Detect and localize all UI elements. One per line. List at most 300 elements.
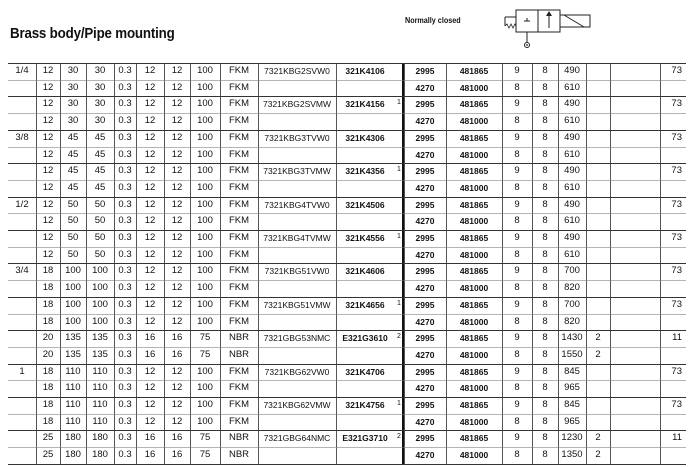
catalog-cell — [258, 280, 336, 297]
w1-cell: 9 — [514, 131, 520, 143]
c1-cell: 12 — [42, 81, 54, 93]
c1-cell: 20 — [42, 332, 54, 344]
seal-cell: FKM — [228, 215, 250, 227]
x-cell — [586, 247, 610, 264]
part-cell: 481865 — [459, 132, 489, 143]
c3-cell: 45 — [94, 131, 106, 143]
volt-cell: 2995 — [415, 66, 435, 76]
c4-cell: 0.3 — [118, 449, 132, 461]
c6-cell: 12 — [171, 282, 183, 294]
x-cell — [586, 230, 610, 247]
c1-cell: 12 — [42, 165, 54, 177]
table-row — [8, 163, 686, 180]
last-cell: 73 — [671, 198, 682, 210]
code-cell — [336, 180, 394, 197]
last-cell: 73 — [671, 365, 682, 377]
c4-cell: 0.3 — [118, 98, 132, 110]
part-cell: 481000 — [459, 82, 489, 93]
c7-cell: 100 — [197, 148, 213, 160]
last-cell: 73 — [671, 265, 682, 277]
volt-cell: 4270 — [415, 249, 435, 260]
c5-cell: 12 — [144, 382, 156, 394]
catalog-cell: 7321KBG4TVMW — [263, 233, 331, 243]
x-cell — [586, 397, 610, 414]
c6-cell: 16 — [171, 348, 183, 360]
table-row — [8, 197, 686, 214]
c2-cell: 135 — [65, 332, 81, 344]
c6-cell: 12 — [171, 198, 183, 210]
catalog-cell: 7321KBG62VMW — [263, 400, 331, 410]
w1-cell: 9 — [514, 332, 520, 344]
catalog-cell: 7321KBG2SVMW — [262, 99, 332, 110]
table-row — [8, 180, 686, 197]
volt-cell: 4270 — [415, 450, 435, 461]
table-row — [8, 330, 686, 347]
c7-cell: 100 — [197, 399, 213, 410]
last-cell — [610, 113, 686, 130]
c6-cell: 12 — [171, 65, 183, 76]
c2-cell: 100 — [65, 265, 81, 277]
table-row — [8, 147, 686, 164]
c3-cell: 100 — [92, 282, 108, 294]
w1-cell: 9 — [514, 198, 520, 210]
c4-cell: 0.3 — [118, 181, 132, 193]
c2-cell: 30 — [67, 98, 79, 110]
c5-cell: 12 — [144, 298, 156, 310]
w1-cell: 8 — [514, 215, 520, 227]
c3-cell: 30 — [94, 81, 106, 93]
seal-cell: FKM — [228, 315, 250, 327]
part-cell: 481000 — [459, 149, 489, 160]
part-cell: 481865 — [459, 333, 489, 344]
last-cell: 73 — [671, 298, 682, 310]
table-row — [8, 314, 686, 331]
c6-cell: 12 — [171, 165, 183, 177]
c1-cell: 12 — [42, 181, 54, 193]
catalog-cell — [258, 347, 336, 364]
seal-cell: FKM — [228, 148, 250, 160]
note-cell — [394, 447, 404, 464]
c3-cell: 100 — [92, 298, 108, 310]
c2-cell: 135 — [65, 348, 81, 360]
last-cell — [610, 447, 686, 464]
w1-cell: 8 — [514, 348, 520, 360]
c4-cell: 0.3 — [118, 165, 132, 177]
last-cell: 73 — [671, 131, 682, 143]
pipe-size-cell: 3/4 — [15, 265, 29, 277]
pr-cell: 965 — [564, 382, 580, 394]
last-cell: 73 — [671, 399, 682, 410]
c4-cell: 0.3 — [118, 348, 132, 360]
w1-cell: 8 — [514, 148, 520, 160]
c1-cell: 18 — [42, 265, 54, 277]
pipe-size-cell: 3/8 — [15, 131, 29, 143]
x-cell: 2 — [595, 332, 601, 344]
seal-cell: FKM — [228, 65, 250, 76]
code-cell — [336, 147, 394, 164]
w1-cell: 9 — [514, 298, 520, 310]
table-row — [8, 80, 686, 97]
part-cell: 481865 — [459, 433, 489, 444]
c1-cell: 18 — [42, 382, 54, 394]
c3-cell: 110 — [92, 415, 108, 427]
c5-cell: 12 — [144, 232, 156, 243]
x-cell — [586, 197, 610, 214]
note-cell: 2 — [397, 333, 401, 341]
pr-cell: 965 — [564, 415, 580, 427]
w2-cell: 8 — [542, 348, 548, 360]
note-cell — [394, 213, 404, 230]
pr-cell: 610 — [564, 248, 580, 260]
last-cell — [610, 347, 686, 364]
pr-cell: 610 — [564, 181, 580, 193]
pr-cell: 610 — [564, 148, 580, 160]
c2-cell: 45 — [67, 165, 79, 177]
w2-cell: 8 — [542, 131, 548, 143]
x-cell — [586, 63, 610, 80]
x-cell — [586, 380, 610, 397]
c2-cell: 45 — [67, 181, 79, 193]
c6-cell: 12 — [171, 181, 183, 193]
c2-cell: 30 — [67, 65, 79, 76]
w1-cell: 9 — [514, 265, 520, 277]
last-cell: 11 — [672, 432, 682, 444]
c5-cell: 12 — [144, 365, 156, 377]
part-cell: 481865 — [459, 366, 489, 377]
code-cell — [336, 347, 394, 364]
code-cell: 321K4556 — [345, 233, 385, 243]
c7-cell: 100 — [197, 215, 213, 227]
w2-cell: 8 — [542, 165, 548, 177]
seal-cell: NBR — [228, 449, 250, 461]
catalog-cell: 7321GBG64NMC — [263, 433, 331, 444]
c6-cell: 12 — [171, 215, 183, 227]
table-row — [8, 414, 686, 431]
c2-cell: 110 — [65, 365, 81, 377]
w2-cell: 8 — [542, 65, 548, 76]
last-cell — [610, 380, 686, 397]
w1-cell: 8 — [514, 181, 520, 193]
note-cell: 1 — [397, 166, 401, 174]
c1-cell: 18 — [42, 315, 54, 327]
c1-cell: 18 — [42, 365, 54, 377]
volt-cell: 4270 — [415, 82, 435, 93]
x-cell — [586, 147, 610, 164]
w1-cell: 9 — [514, 432, 520, 444]
c2-cell: 180 — [65, 432, 81, 444]
x-cell — [586, 163, 610, 180]
x-cell — [586, 213, 610, 230]
w2-cell: 8 — [542, 298, 548, 310]
seal-cell: FKM — [228, 181, 250, 193]
table-row — [8, 96, 686, 113]
catalog-cell: 7321KBG3TVMW — [263, 166, 331, 177]
x-cell — [586, 130, 610, 147]
table-row — [8, 213, 686, 230]
seal-cell: FKM — [228, 282, 250, 294]
c7-cell: 100 — [197, 282, 213, 294]
w2-cell: 8 — [542, 215, 548, 227]
w2-cell: 8 — [542, 415, 548, 427]
table-row-divider — [8, 464, 686, 465]
catalog-cell — [258, 380, 336, 397]
w2-cell: 8 — [542, 148, 548, 160]
part-cell: 481000 — [459, 249, 489, 260]
note-cell — [394, 314, 404, 331]
code-cell — [336, 80, 394, 97]
c1-cell: 18 — [42, 399, 54, 410]
c1-cell: 18 — [42, 415, 54, 427]
pr-cell: 610 — [564, 81, 580, 93]
last-cell — [610, 280, 686, 297]
c4-cell: 0.3 — [118, 282, 132, 294]
x-cell — [586, 297, 610, 314]
pr-cell: 490 — [564, 198, 580, 210]
w1-cell: 8 — [514, 81, 520, 93]
valve-spec-table — [8, 63, 686, 464]
pr-cell: 845 — [564, 399, 580, 410]
part-cell: 481000 — [459, 383, 489, 394]
pr-cell: 490 — [564, 232, 580, 243]
code-cell: E321G3710 — [342, 433, 388, 444]
volt-cell: 4270 — [415, 416, 435, 427]
part-cell: 481000 — [459, 316, 489, 327]
normally-closed-label: Normally closed — [405, 16, 461, 25]
c3-cell: 180 — [92, 449, 108, 461]
seal-cell: FKM — [228, 415, 250, 427]
seal-cell: FKM — [228, 265, 250, 277]
w1-cell: 8 — [514, 382, 520, 394]
note-cell: 1 — [397, 233, 401, 240]
volt-cell: 4270 — [415, 283, 435, 294]
c3-cell: 50 — [94, 215, 106, 227]
c3-cell: 30 — [94, 115, 106, 127]
c5-cell: 12 — [144, 415, 156, 427]
code-cell — [336, 414, 394, 431]
c7-cell: 100 — [197, 165, 213, 177]
w2-cell: 8 — [542, 232, 548, 243]
c6-cell: 12 — [171, 148, 183, 160]
seal-cell: FKM — [228, 298, 250, 310]
c3-cell: 50 — [94, 232, 106, 243]
pr-cell: 700 — [564, 265, 580, 277]
w2-cell: 8 — [542, 432, 548, 444]
w2-cell: 8 — [542, 198, 548, 210]
part-cell: 481000 — [459, 182, 489, 193]
table-row — [8, 230, 686, 247]
pr-cell: 820 — [564, 315, 580, 327]
last-cell: 73 — [671, 65, 682, 76]
c3-cell: 50 — [94, 198, 106, 210]
c5-cell: 12 — [144, 248, 156, 260]
c3-cell: 100 — [92, 265, 108, 277]
note-cell — [394, 364, 404, 381]
part-cell: 481865 — [459, 299, 489, 310]
code-cell: 321K4306 — [345, 132, 385, 143]
c4-cell: 0.3 — [118, 65, 132, 76]
seal-cell: FKM — [228, 198, 250, 210]
w1-cell: 9 — [514, 399, 520, 410]
c3-cell: 110 — [92, 382, 108, 394]
last-cell — [610, 147, 686, 164]
volt-cell: 2995 — [415, 233, 435, 243]
code-cell — [336, 380, 394, 397]
c3-cell: 45 — [94, 165, 106, 177]
table-row — [8, 297, 686, 314]
c4-cell: 0.3 — [118, 81, 132, 93]
w2-cell: 8 — [542, 98, 548, 110]
catalog-cell: 7321KBG51VMW — [263, 299, 331, 310]
c7-cell: 75 — [199, 348, 211, 360]
catalog-cell — [258, 80, 336, 97]
x-cell — [586, 263, 610, 280]
pr-cell: 490 — [564, 165, 580, 177]
c4-cell: 0.3 — [118, 332, 132, 344]
c7-cell: 100 — [197, 382, 213, 394]
c7-cell: 100 — [197, 131, 213, 143]
c7-cell: 100 — [197, 115, 213, 127]
x-cell: 2 — [595, 432, 601, 444]
volt-cell: 2995 — [415, 366, 435, 377]
code-cell — [336, 247, 394, 264]
c4-cell: 0.3 — [118, 148, 132, 160]
code-cell: 321K4106 — [345, 66, 385, 76]
c5-cell: 12 — [144, 399, 156, 410]
seal-cell: FKM — [228, 382, 250, 394]
pipe-size-cell: 1 — [19, 365, 25, 377]
part-cell: 481000 — [459, 450, 489, 461]
catalog-cell: 7321KBG4TVW0 — [264, 199, 330, 210]
catalog-cell — [258, 247, 336, 264]
x-cell: 2 — [595, 348, 601, 360]
c4-cell: 0.3 — [118, 115, 132, 127]
volt-cell: 2995 — [415, 299, 435, 310]
w1-cell: 8 — [514, 449, 520, 461]
w2-cell: 8 — [542, 181, 548, 193]
c3-cell: 50 — [94, 248, 106, 260]
c1-cell: 25 — [42, 449, 54, 461]
last-cell — [610, 414, 686, 431]
c7-cell: 100 — [197, 65, 213, 76]
seal-cell: FKM — [228, 115, 250, 127]
last-cell — [610, 80, 686, 97]
c1-cell: 25 — [42, 432, 54, 444]
c4-cell: 0.3 — [118, 215, 132, 227]
part-cell: 481865 — [459, 400, 489, 410]
seal-cell: FKM — [228, 81, 250, 93]
c6-cell: 16 — [171, 432, 183, 444]
c3-cell: 135 — [92, 332, 108, 344]
c2-cell: 110 — [65, 415, 81, 427]
c5-cell: 12 — [144, 315, 156, 327]
c7-cell: 100 — [197, 181, 213, 193]
table-row — [8, 280, 686, 297]
c3-cell: 110 — [92, 365, 108, 377]
c2-cell: 45 — [67, 131, 79, 143]
x-cell — [586, 364, 610, 381]
c3-cell: 180 — [92, 432, 108, 444]
note-cell — [394, 80, 404, 97]
code-cell: 321K4706 — [345, 366, 385, 377]
c3-cell: 45 — [94, 181, 106, 193]
c7-cell: 75 — [199, 432, 211, 444]
w2-cell: 8 — [542, 332, 548, 344]
page-title: Brass body/Pipe mounting — [10, 26, 175, 42]
pr-cell: 610 — [564, 115, 580, 127]
c6-cell: 12 — [171, 81, 183, 93]
volt-cell: 2995 — [415, 400, 435, 410]
part-cell: 481865 — [459, 166, 489, 177]
catalog-cell: 7321KBG3TVW0 — [264, 132, 330, 143]
note-cell — [394, 347, 404, 364]
c4-cell: 0.3 — [118, 382, 132, 394]
c7-cell: 100 — [197, 81, 213, 93]
seal-cell: FKM — [228, 248, 250, 260]
note-cell — [394, 130, 404, 147]
c2-cell: 50 — [67, 248, 79, 260]
part-cell: 481000 — [459, 216, 489, 227]
pipe-size-cell: 1/2 — [15, 198, 29, 210]
note-cell — [394, 113, 404, 130]
c4-cell: 0.3 — [118, 365, 132, 377]
c3-cell: 30 — [94, 65, 106, 76]
c1-cell: 18 — [42, 298, 54, 310]
c5-cell: 12 — [144, 215, 156, 227]
c1-cell: 12 — [42, 131, 54, 143]
c6-cell: 12 — [171, 382, 183, 394]
catalog-cell: 7321GBG53NMC — [263, 333, 331, 344]
x-cell — [586, 113, 610, 130]
x-cell — [586, 180, 610, 197]
note-cell — [394, 280, 404, 297]
note-cell — [394, 380, 404, 397]
pr-cell: 490 — [564, 98, 580, 110]
c5-cell: 12 — [144, 115, 156, 127]
code-cell: E321G3610 — [342, 333, 388, 344]
seal-cell: FKM — [228, 399, 250, 410]
table-row — [8, 397, 686, 414]
pr-cell: 490 — [564, 131, 580, 143]
c5-cell: 12 — [144, 165, 156, 177]
c4-cell: 0.3 — [118, 248, 132, 260]
catalog-cell: 7321KBG51VW0 — [264, 266, 330, 277]
c1-cell: 12 — [42, 215, 54, 227]
c1-cell: 12 — [42, 198, 54, 210]
c4-cell: 0.3 — [118, 399, 132, 410]
note-cell — [394, 197, 404, 214]
w2-cell: 8 — [542, 382, 548, 394]
x-cell — [586, 96, 610, 113]
c7-cell: 100 — [197, 98, 213, 110]
w1-cell: 8 — [514, 315, 520, 327]
last-cell — [610, 180, 686, 197]
c1-cell: 12 — [42, 232, 54, 243]
code-cell: 321K4656 — [345, 299, 385, 310]
volt-cell: 4270 — [415, 316, 435, 327]
w2-cell: 8 — [542, 399, 548, 410]
x-cell: 2 — [595, 449, 601, 461]
pr-cell: 1550 — [561, 348, 583, 360]
pr-cell: 1350 — [561, 449, 583, 461]
c7-cell: 100 — [197, 265, 213, 277]
table-row — [8, 263, 686, 280]
c5-cell: 12 — [144, 148, 156, 160]
code-cell: 321K4606 — [345, 266, 385, 277]
last-cell: 11 — [672, 332, 682, 344]
c5-cell: 12 — [144, 81, 156, 93]
w1-cell: 9 — [514, 165, 520, 177]
seal-cell: NBR — [228, 348, 250, 360]
